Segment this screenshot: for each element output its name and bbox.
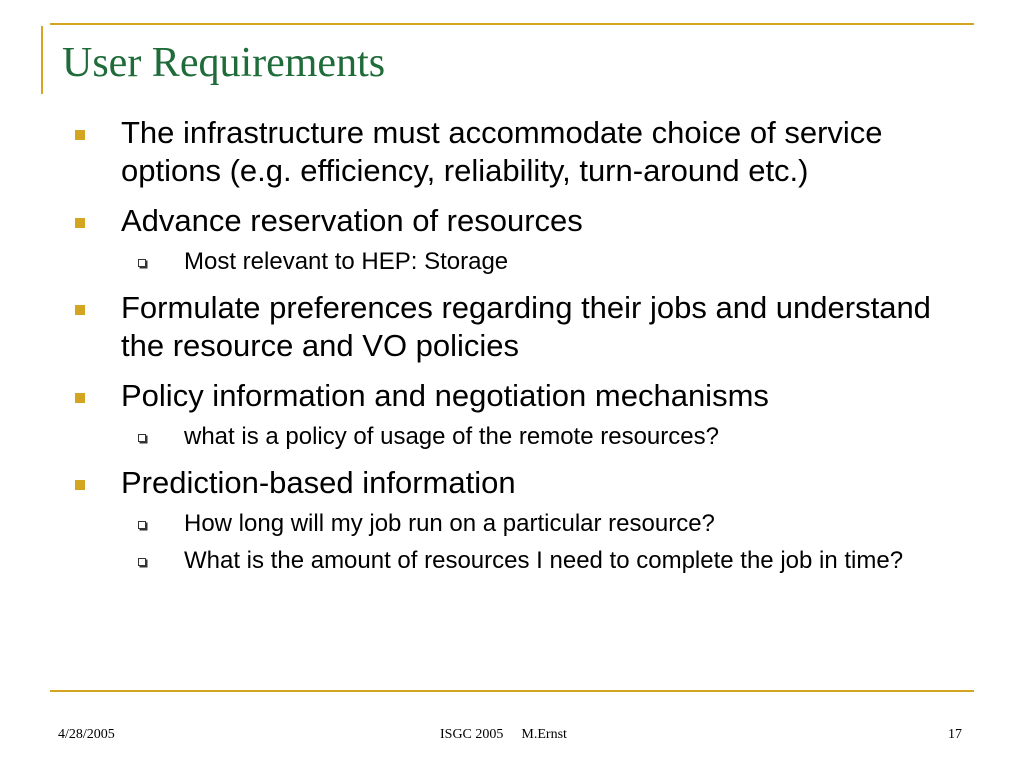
square-bullet-icon <box>75 480 85 490</box>
footer-conference: ISGC 2005 <box>440 727 504 742</box>
slide-title: User Requirements <box>62 40 386 86</box>
footer-center <box>440 727 567 743</box>
footer-date: 4/28/2005 <box>58 727 115 742</box>
bullet-text: Advance reservation of resources <box>121 203 583 238</box>
sub-bullet-item <box>72 421 972 452</box>
bullet-text: Policy information and negotiation mechanisms <box>121 378 769 413</box>
sub-bullet-item <box>72 508 972 539</box>
footer-author: M.Ernst <box>521 727 567 742</box>
hollow-square-bullet-icon <box>138 521 146 529</box>
square-bullet-icon <box>75 218 85 228</box>
bullet-text: Prediction-based information <box>121 465 516 500</box>
hollow-square-bullet-icon <box>138 259 146 267</box>
hollow-square-bullet-icon <box>138 434 146 442</box>
sub-bullet-text: How long will my job run on a particular resource? <box>184 510 715 537</box>
square-bullet-icon <box>75 305 85 315</box>
hollow-square-bullet-icon <box>138 558 146 566</box>
bullet-item <box>72 289 972 365</box>
bullet-item <box>72 464 972 502</box>
square-bullet-icon <box>75 130 85 140</box>
sub-bullet-item <box>72 246 972 277</box>
sub-bullet-text: What is the amount of resources I need to complete the job in time? <box>184 547 904 574</box>
bottom-divider <box>50 690 974 692</box>
left-accent-bar <box>41 26 43 94</box>
bullet-text: Formulate preferences regarding their jobs and understand the resource and VO policies <box>121 290 931 363</box>
bullet-list <box>72 110 972 576</box>
sub-bullet-text: Most relevant to HEP: Storage <box>184 248 509 275</box>
bullet-item <box>72 377 972 415</box>
page-number: 17 <box>948 727 962 742</box>
top-divider <box>50 23 974 25</box>
sub-bullet-text: what is a policy of usage of the remote resources? <box>184 423 719 450</box>
bullet-item <box>72 114 972 190</box>
sub-bullet-item <box>72 545 972 576</box>
bullet-item <box>72 202 972 240</box>
bullet-text: The infrastructure must accommodate choice of service options (e.g. efficiency, reliability, turn-around etc.) <box>121 115 883 188</box>
square-bullet-icon <box>75 393 85 403</box>
